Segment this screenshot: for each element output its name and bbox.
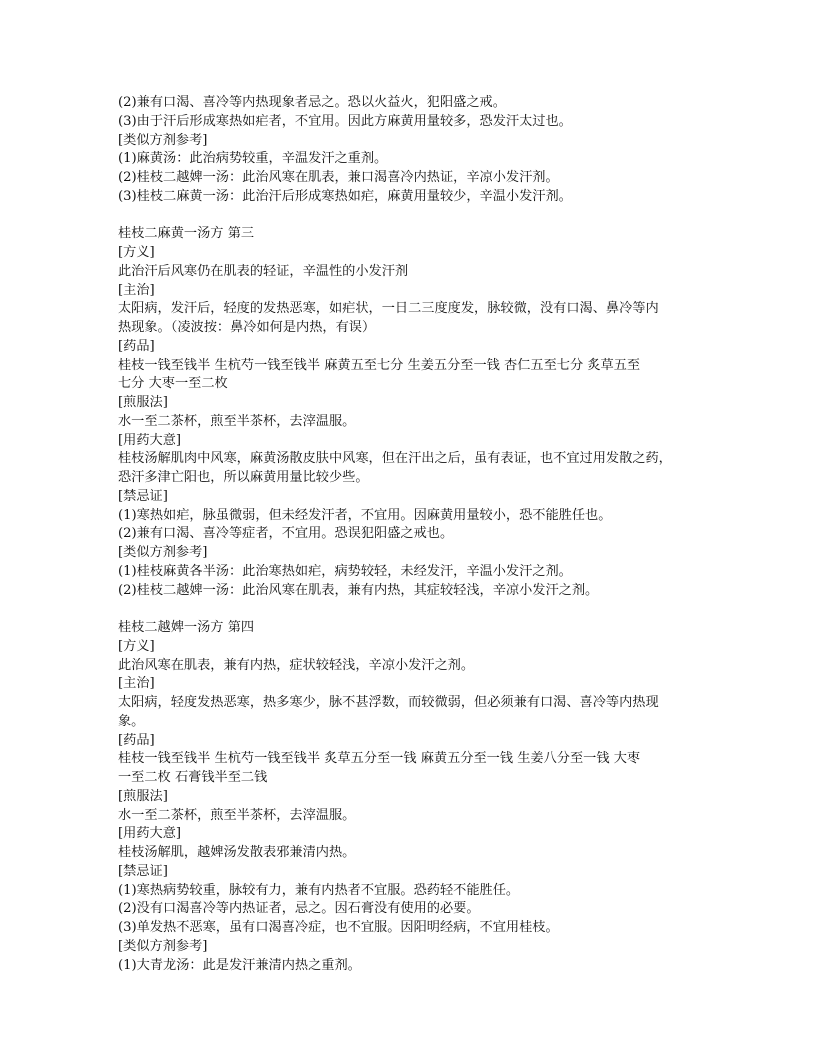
text-line: 热现象。（凌波按：鼻冷如何是内热，有误） xyxy=(118,320,376,335)
text-line: (1)寒热如疟，脉虽微弱，但未经发汗者，不宜用。因麻黄用量较小，恐不能胜任也。 xyxy=(118,507,612,523)
section-label: [类似方剂参考] xyxy=(118,938,208,954)
section-label: [类似方剂参考] xyxy=(118,545,208,560)
section-label: [煎服法] xyxy=(118,788,168,804)
text-line: (2)桂枝二越婢一汤：此治风寒在肌表，兼口渴喜冷内热证，辛凉小发汗剂。 xyxy=(118,170,559,185)
section-label: [主治] xyxy=(118,676,155,692)
text-line: (2)桂枝二越婢一汤：此治风寒在肌表，兼有内热，其症较轻浅，辛凉小发汗之剂。 xyxy=(118,582,599,598)
section-label: [用药大意] xyxy=(118,432,182,448)
text-line: 此治汗后风寒仍在肌表的轻证，辛温性的小发汗剂 xyxy=(118,263,409,279)
text-line: (3)由于汗后形成寒热如疟者，不宜用。因此方麻黄用量较多，恐发汗太过也。 xyxy=(118,113,572,129)
blank-line xyxy=(118,207,718,226)
text-line: (2)兼有口渴、喜冷等内热现象者忌之。恐以火益火，犯阳盛之戒。 xyxy=(118,95,506,110)
text-line: 太阳病，轻度发热恶寒，热多寒少，脉不甚浮数，而较微弱，但必须兼有口渴、喜冷等内热现 xyxy=(118,695,659,710)
text-line: 桂枝汤解肌肉中风寒，麻黄汤散皮肤中风寒，但在汗出之后，虽有表证，也不宜过用发散之药， xyxy=(118,451,672,467)
text-line: 桂枝一钱至钱半 生杭芍一钱至钱半 炙草五分至一钱 麻黄五分至一钱 生姜八分至一钱 大枣 xyxy=(118,751,641,767)
text-line: 桂枝一钱至钱半 生杭芍一钱至钱半 麻黄五至七分 生姜五分至一钱 杏仁五至七分 炙草五至 xyxy=(118,357,641,373)
text-line: (1)桂枝麻黄各半汤：此治寒热如疟，病势较轻，未经发汗，辛温小发汗之剂。 xyxy=(118,563,572,579)
text-line: 七分 大枣一至二枚 xyxy=(118,376,228,392)
text-line: 水一至二茶杯，煎至半茶杯，去滓温服。 xyxy=(118,413,356,429)
text-line: 桂枝汤解肌，越婢汤发散表邪兼清内热。 xyxy=(118,845,356,860)
section-label: [方义] xyxy=(118,638,155,654)
section-label: [禁忌证] xyxy=(118,863,168,879)
text-line: (1)寒热病势较重，脉较有力，兼有内热者不宜服。恐药轻不能胜任。 xyxy=(118,882,520,898)
section-label: [方义] xyxy=(118,245,155,260)
formula-heading: 桂枝二越婢一汤方 第四 xyxy=(118,620,255,635)
section-label: [煎服法] xyxy=(118,395,168,410)
text-line: (2)兼有口渴、喜冷等症者，不宜用。恐误犯阳盛之戒也。 xyxy=(118,526,454,542)
text-line: (1)麻黄汤：此治病势较重，辛温发汗之重剂。 xyxy=(118,151,388,167)
text-line: 水一至二茶杯，煎至半茶杯，去滓温服。 xyxy=(118,807,356,823)
text-line: 太阳病，发汗后，轻度的发热恶寒，如疟状，一日二三度度发，脉较微，没有口渴、鼻冷等内 xyxy=(118,301,659,317)
section-label: [用药大意] xyxy=(118,826,182,842)
section-label: [禁忌证] xyxy=(118,488,168,504)
text-line: (3)单发热不恶寒，虽有口渴喜冷症，也不宜服。因阳明经病，不宜用桂枝。 xyxy=(118,920,559,935)
text-line: 此治风寒在肌表，兼有内热，症状较轻浅，辛凉小发汗之剂。 xyxy=(118,657,475,673)
section-label: [药品] xyxy=(118,732,155,748)
formula-heading: 桂枝二麻黄一汤方 第三 xyxy=(118,226,255,242)
text-line: 恐汗多津亡阳也，所以麻黄用量比较少些。 xyxy=(118,470,369,485)
text-line: (1)大青龙汤：此是发汗兼清内热之重剂。 xyxy=(118,957,361,973)
blank-line xyxy=(118,600,718,619)
document-page xyxy=(118,94,718,975)
text-line: 象。 xyxy=(118,713,145,729)
section-label: [类似方剂参考] xyxy=(118,132,208,148)
text-line: (2)没有口渴喜冷等内热证者，忌之。因石膏没有使用的必要。 xyxy=(118,901,480,917)
text-line: (3)桂枝二麻黄一汤：此治汗后形成寒热如疟，麻黄用量较少，辛温小发汗剂。 xyxy=(118,188,572,204)
text-line: 一至二枚 石膏钱半至二钱 xyxy=(118,770,268,785)
section-label: [药品] xyxy=(118,338,155,354)
section-label: [主治] xyxy=(118,282,155,298)
